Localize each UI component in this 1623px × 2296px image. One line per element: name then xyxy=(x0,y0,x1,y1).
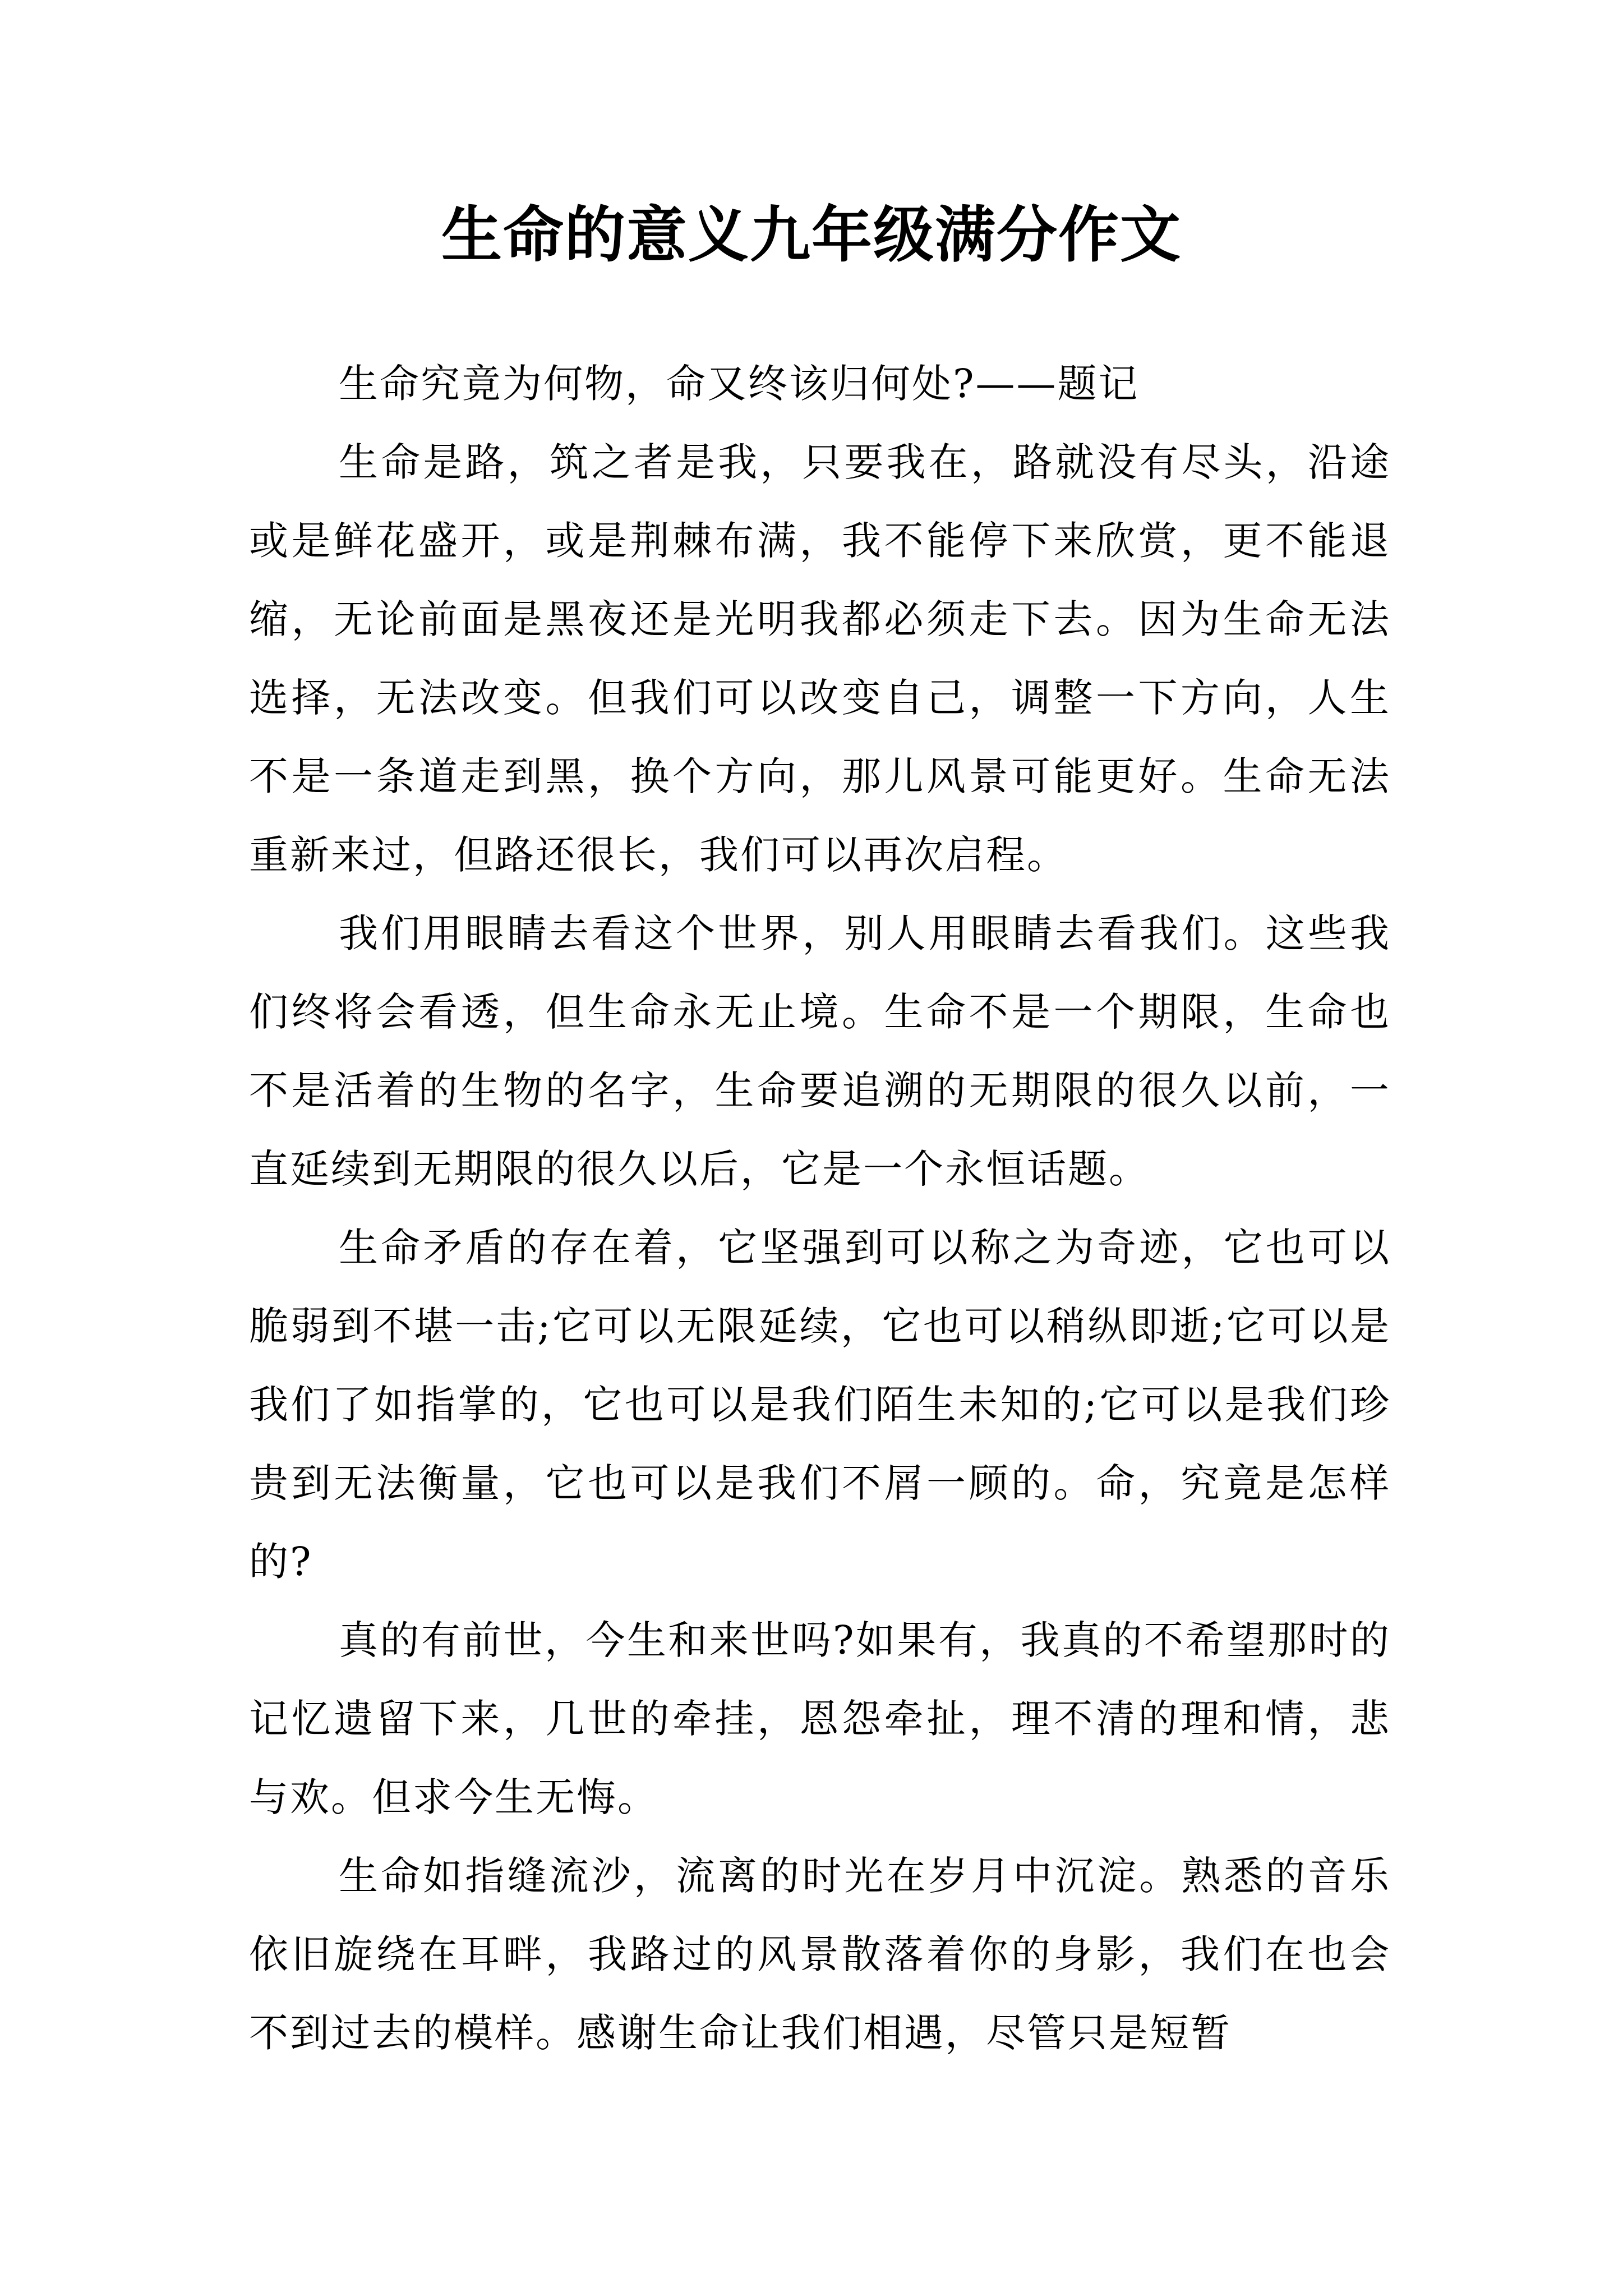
document-title: 生命的意义九年级满分作文 xyxy=(441,200,1182,270)
paragraph: 我们用眼睛去看这个世界，别人用眼睛去看我们。这些我们终将会看透，但生命永无止境。生命不是一个期限，生命也不是活着的生物的名字，生命要追溯的无期限的很久以前，一直延续到无期限的很久以后，它是一个永恒话题。 xyxy=(249,910,1391,1192)
paragraph: 生命矛盾的存在着，它坚强到可以称之为奇迹，它也可以脆弱到不堪一击;它可以无限延续，它也可以稍纵即逝;它可以是我们了如指掌的，它也可以是我们陌生未知的;它可以是我们珍贵到无法衡量，它也可以是我们不屑一顾的。命，究竟是怎样的? xyxy=(249,1225,1391,1585)
document-body xyxy=(249,344,1391,2072)
paragraph: 真的有前世，今生和来世吗?如果有，我真的不希望那时的记忆遗留下来，几世的牵挂，恩怨牵扯，理不清的理和情，悲与欢。但求今生无悔。 xyxy=(249,1617,1391,1820)
paragraph: 生命如指缝流沙，流离的时光在岁月中沉淀。熟悉的音乐依旧旋绕在耳畔，我路过的风景散落着你的身影，我们在也会不到过去的模样。感谢生命让我们相遇，尽管只是短暂 xyxy=(249,1853,1391,2056)
paragraph: 生命是路，筑之者是我，只要我在，路就没有尽头，沿途或是鲜花盛开，或是荆棘布满，我不能停下来欣赏，更不能退缩，无论前面是黑夜还是光明我都必须走下去。因为生命无法选择，无法改变。但我们可以改变自己，调整一下方向，人生不是一条道走到黑，换个方向，那儿风景可能更好。生命无法重新来过，但路还很长，我们可以再次启程。 xyxy=(249,439,1391,878)
paragraph-epigraph: 生命究竟为何物，命又终该归何处?——题记 xyxy=(339,361,1140,407)
